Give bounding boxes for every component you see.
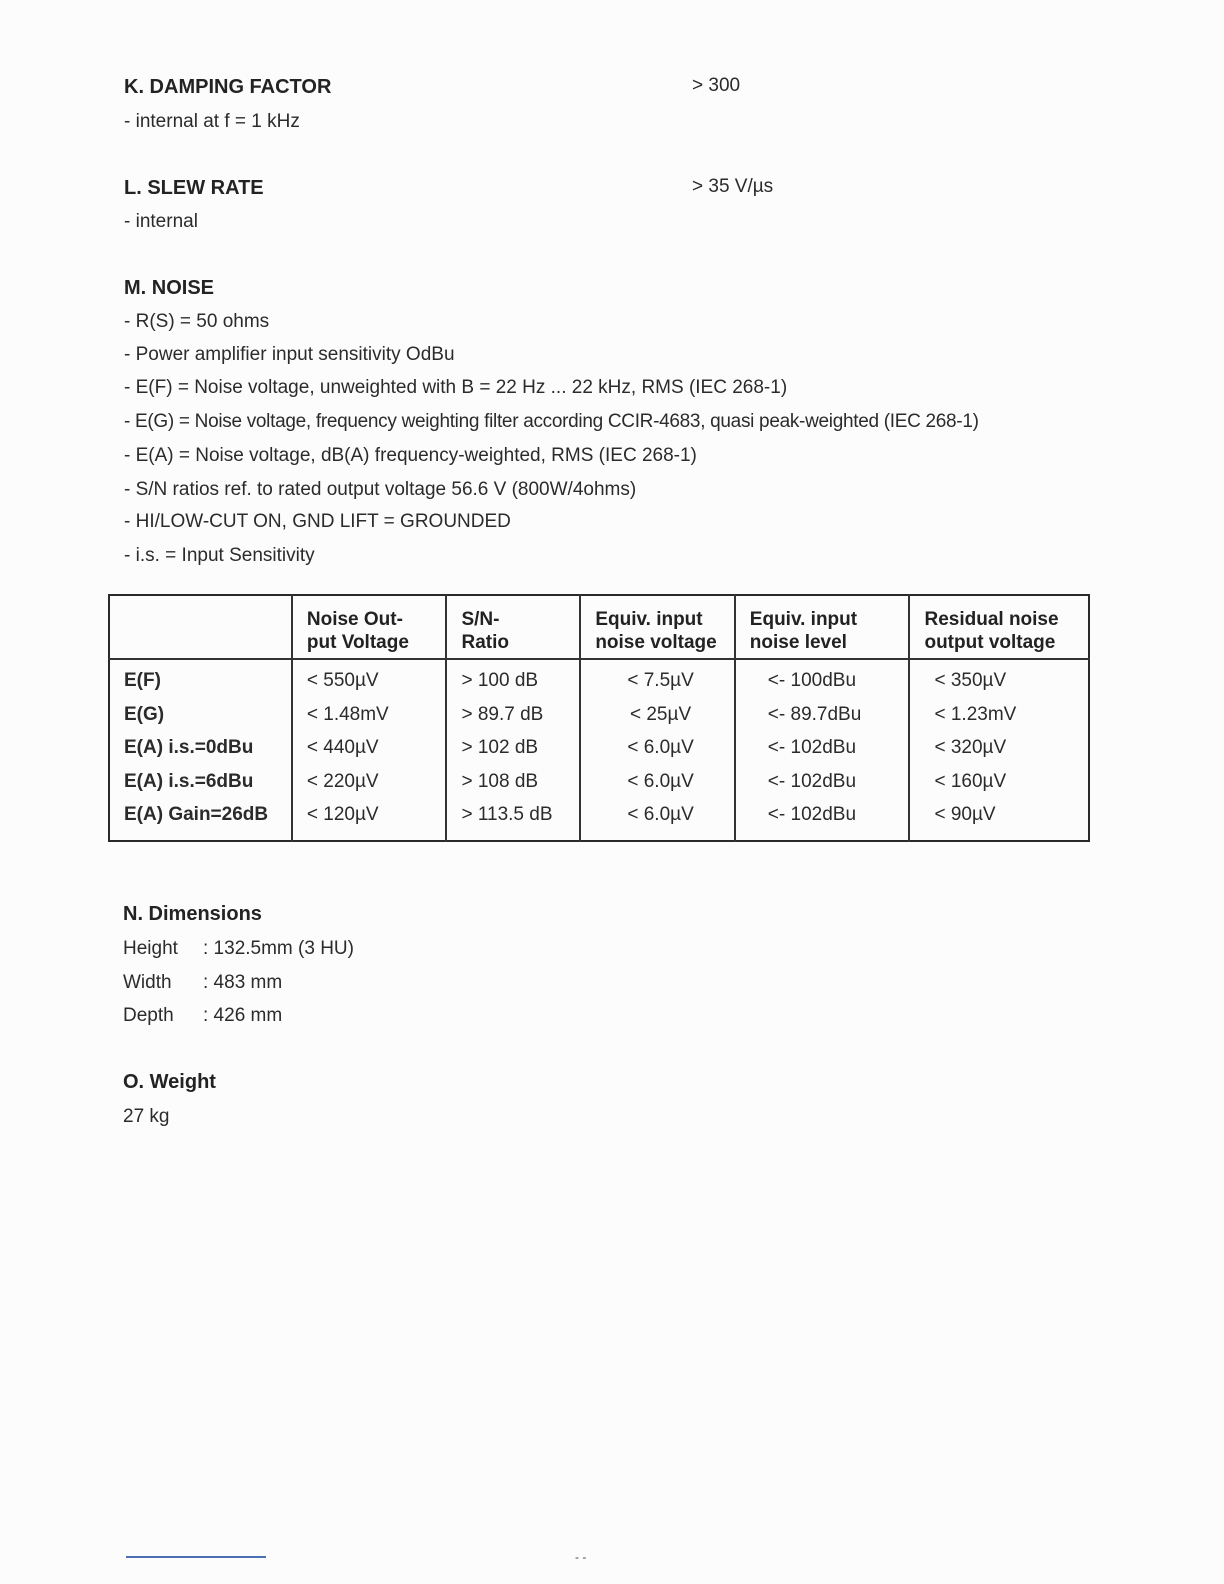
table-cell: < 90µV [909,798,1089,841]
noise-note: - S/N ratios ref. to rated output voltage 56.6 V (800W/4ohms) [124,479,637,500]
noise-note: - E(A) = Noise voltage, dB(A) frequency-weighted, RMS (IEC 268-1) [124,445,697,466]
table-cell: <- 102dBu [735,798,910,841]
table-cell: > 89.7 dB [446,698,580,732]
table-header-cell: S/N- Ratio [446,595,580,659]
table-cell: E(A) i.s.=0dBu [124,737,254,758]
table-cell: < 440µV [292,731,447,765]
table-cell: E(G) [124,703,165,725]
table-row [109,659,1089,698]
table-cell: < 6.0µV [580,798,734,841]
footer-rule [126,1556,266,1558]
table-cell: > 102 dB [446,731,580,765]
damping-factor-value: > 300 [692,75,741,96]
table-cell: < 6.0µV [580,731,734,765]
noise-note: - HI/LOW-CUT ON, GND LIFT = GROUNDED [124,511,511,532]
damping-factor-note: - internal at f = 1 kHz [124,111,300,132]
table-cell: E(F) [124,670,161,691]
table-cell: < 320µV [909,731,1089,765]
table-cell: <- 100dBu [735,659,910,698]
table-cell: <- 89.7dBu [735,698,910,732]
weight-title: O. Weight [123,1071,216,1093]
dimension-row [123,1005,282,1027]
dimension-row [123,972,282,994]
weight-value: 27 kg [123,1106,170,1127]
table-header-cell: Residual noise output voltage [909,595,1089,659]
table-header-cell: Equiv. input noise voltage [580,595,734,659]
dimension-row [123,938,354,960]
table-cell: < 6.0µV [580,765,734,799]
dimension-label: Height [123,938,178,959]
noise-table [108,594,1090,842]
table-cell: <- 102dBu [735,731,910,765]
dimension-value: : 426 mm [203,1005,283,1026]
table-cell: < 25µV [580,698,734,732]
table-cell: E(A) Gain=26dB [124,804,269,825]
table-cell: > 100 dB [446,659,580,698]
table-cell: <- 102dBu [735,765,910,799]
dimension-label: Width [123,972,172,993]
slew-rate-title: L. SLEW RATE [124,177,264,199]
table-header-cell: Noise Out- put Voltage [292,595,447,659]
table-header-cell [109,595,292,659]
page-marker: - - [575,1550,587,1564]
slew-rate-value: > 35 V/µs [692,176,774,197]
table-cell: < 550µV [292,659,447,698]
table-row [109,698,1089,732]
table-cell: < 1.23mV [909,698,1089,732]
table-cell: < 220µV [292,765,447,799]
dimension-value: : 132.5mm (3 HU) [203,938,354,959]
table-row [109,765,1089,799]
table-header-row [109,595,1089,659]
table-cell: > 108 dB [446,765,580,799]
dimension-value: : 483 mm [203,972,283,993]
table-cell: < 350µV [909,659,1089,698]
table-header-cell: Equiv. input noise level [735,595,910,659]
table-cell: < 7.5µV [580,659,734,698]
noise-note: - E(G) = Noise voltage, frequency weighting filter according CCIR-4683, quasi peak-weighted (IEC 268-1) [124,411,979,432]
table-row [109,798,1089,841]
table-cell: < 1.48mV [292,698,447,732]
noise-title: M. NOISE [124,277,215,299]
noise-note: - Power amplifier input sensitivity OdBu [124,344,455,365]
table-cell: < 120µV [292,798,447,841]
table-cell: E(A) i.s.=6dBu [124,770,254,792]
noise-note: - R(S) = 50 ohms [124,311,270,332]
slew-rate-note: - internal [124,211,198,232]
dimensions-title: N. Dimensions [123,903,262,925]
dimension-label: Depth [123,1005,174,1026]
noise-note: - i.s. = Input Sensitivity [124,545,315,566]
damping-factor-title: K. DAMPING FACTOR [124,76,332,98]
noise-note: - E(F) = Noise voltage, unweighted with B = 22 Hz ... 22 kHz, RMS (IEC 268-1) [124,377,788,398]
table-cell: < 160µV [909,765,1089,799]
table-cell: > 113.5 dB [446,798,580,841]
table-row [109,731,1089,765]
